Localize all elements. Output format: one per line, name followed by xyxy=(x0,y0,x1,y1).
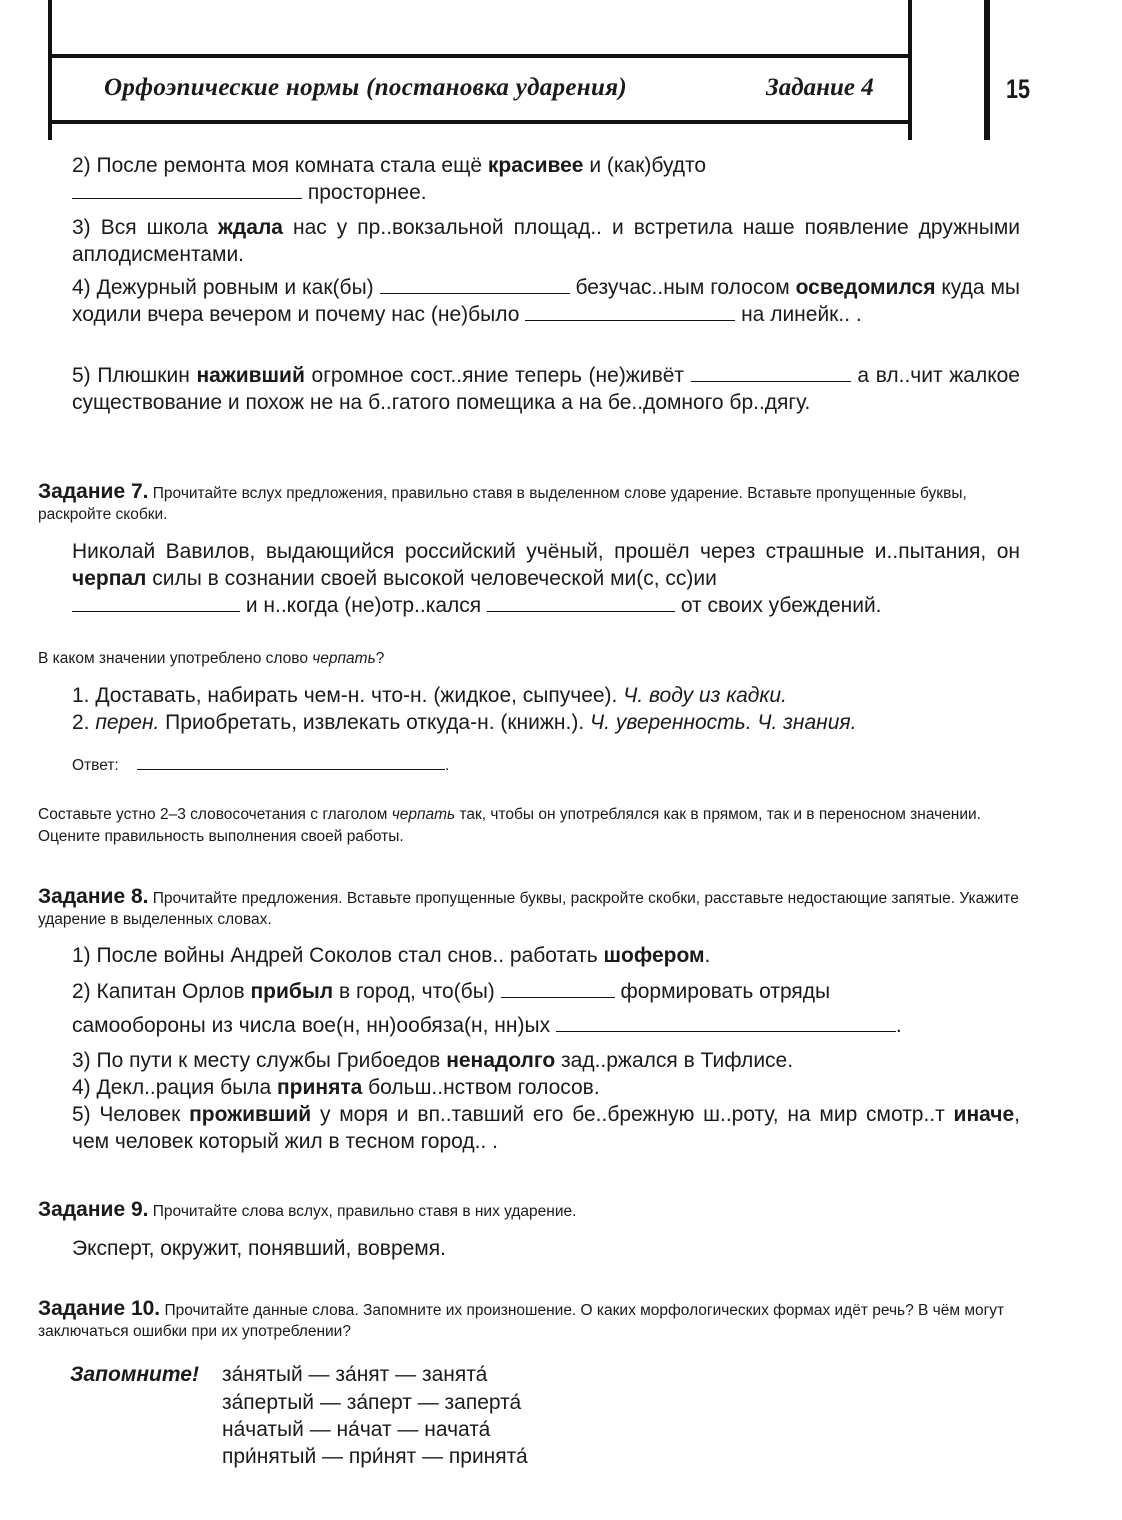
bold-word: проживший xyxy=(189,1103,312,1126)
task9-words: Эксперт, окружит, понявший, вовремя. xyxy=(72,1237,446,1260)
header-task-number: Задание 4 xyxy=(766,74,874,101)
bold-word: иначе xyxy=(953,1103,1015,1126)
stress-row: при́нятый — при́нят — принята́ xyxy=(222,1445,528,1468)
task6-item-3: 3) Вся школа ждала нас у пр..вокзальной площад.. и встретила наше появление дружными аплодисментами. xyxy=(72,216,1020,266)
task8-item-1: 1) После войны Андрей Соколов стал снов.. работать шофером. xyxy=(72,944,711,967)
bold-word: ненадолго xyxy=(446,1049,556,1072)
stress-row: за́нятый — за́нят — занята́ xyxy=(222,1363,488,1386)
task8-item-5: 5) Человек проживший у моря и вп..тавший его бе..брежную ш..роту, на мир смотр..т иначе, чем человек который жил в тесном город.. . xyxy=(72,1103,1020,1153)
task8-item-4: 4) Декл..рация была принята больш..нством голосов. xyxy=(72,1076,600,1099)
answer-blank[interactable] xyxy=(380,275,570,294)
task7-question: В каком значении употреблено слово черпать? xyxy=(38,650,385,667)
bold-word: осведомился xyxy=(795,276,936,299)
bold-word: прибыл xyxy=(250,980,334,1003)
answer-blank[interactable] xyxy=(691,363,851,382)
task8-item-2-line1: 2) Капитан Орлов прибыл в город, что(бы) формировать отряды xyxy=(72,980,831,1003)
task6-item-5: 5) Плюшкин наживший огромное сост..яние теперь (не)живёт а вл..чит жалкое существование и похож не на б..гатого помещика а на бе..домного бр..дягу. xyxy=(72,364,1020,414)
task7-meaning-2: 2. перен. Приобретать, извлекать откуда-н. (книжн.). Ч. уверенность. Ч. знания. xyxy=(72,711,857,734)
task7-heading: Задание 7. Прочитайте вслух предложения, правильно ставя в выделенном слове ударение. Вставьте пропущенные буквы, раскройте скобки. xyxy=(38,480,967,523)
task9-heading: Задание 9. Прочитайте слова вслух, правильно ставя в них ударение. xyxy=(38,1198,577,1221)
task8-item-2-line2: самообороны из числа вое(н, нн)ообяза(н, нн)ых . xyxy=(72,1014,902,1037)
task6-item-4: 4) Дежурный ровным и как(бы) безучас..ным голосом осведомился куда мы ходили вчера вечером и почему нас (не)было на линейк.. . xyxy=(72,276,1020,326)
answer-blank[interactable] xyxy=(501,979,615,998)
bold-word: ждала xyxy=(218,216,283,239)
task10-heading: Задание 10. Прочитайте данные слова. Запомните их произношение. О каких морфологических формах идёт речь? В чём могут заключаться ошибки при их употреблении? xyxy=(38,1297,1005,1340)
bold-word: принята xyxy=(276,1076,363,1099)
stress-row: за́пертый — за́перт — заперта́ xyxy=(222,1391,522,1414)
stress-row: на́чатый — на́чат — начата́ xyxy=(222,1418,491,1441)
header-title: Орфоэпические нормы (постановка ударения) xyxy=(104,74,627,101)
task7-compose-instruction: Составьте устно 2–3 словосочетания с глаголом черпать так, чтобы он употреблялся как в прямом, так и в переносном значении. Оцените правильность выполнения своей работы. xyxy=(38,806,981,845)
answer-input[interactable] xyxy=(137,755,445,770)
answer-blank[interactable] xyxy=(556,1013,896,1032)
answer-blank[interactable] xyxy=(72,593,240,612)
bold-word: красивее xyxy=(487,154,584,177)
task6-item-2: 2) После ремонта моя комната стала ещё красивее и (как)будто просторнее. xyxy=(72,154,707,204)
bold-word: наживший xyxy=(196,364,305,387)
task8-label: Задание 8. xyxy=(38,885,149,908)
page-number: 15 xyxy=(1006,74,1031,104)
bold-word: черпал xyxy=(72,567,147,590)
answer-label: Ответ: xyxy=(72,757,119,774)
remember-label: Запомните! xyxy=(70,1363,199,1386)
task7-answer-row: Ответ: . xyxy=(72,757,450,774)
task7-label: Задание 7. xyxy=(38,480,149,503)
task7-sentence: Николай Вавилов, выдающийся российский учёный, прошёл через страшные и..пытания, он черпал силы в сознании своей высокой человеческой ми(с, сс)ии и н..когда (не)отр..кался от своих убеждений. xyxy=(72,540,1020,617)
bold-word: шофером xyxy=(603,944,705,967)
task8-heading: Задание 8. Прочитайте предложения. Вставьте пропущенные буквы, раскройте скобки, расставьте недостающие запятые. Укажите ударение в выделенных словах. xyxy=(38,885,1019,928)
task7-meaning-1: 1. Доставать, набирать чем-н. что-н. (жидкое, сыпучее). Ч. воду из кадки. xyxy=(72,684,787,707)
task10-label: Задание 10. xyxy=(38,1297,161,1320)
answer-blank[interactable] xyxy=(487,593,675,612)
task8-item-3: 3) По пути к месту службы Грибоедов ненадолго зад..ржался в Тифлисе. xyxy=(72,1049,794,1072)
answer-blank[interactable] xyxy=(72,180,302,199)
task9-label: Задание 9. xyxy=(38,1198,149,1221)
page-edge-line xyxy=(984,0,990,140)
answer-blank[interactable] xyxy=(525,302,735,321)
